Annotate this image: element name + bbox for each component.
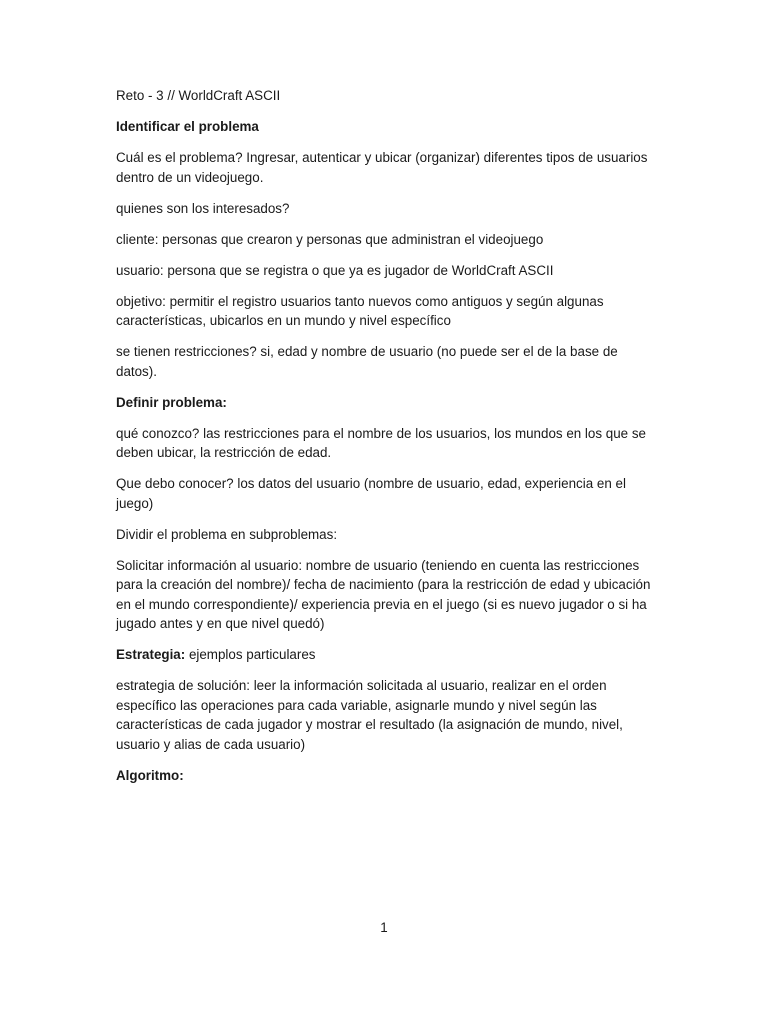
problem-question: Cuál es el problema? Ingresar, autenticar y ubicar (organizar) diferentes tipos de usuarios dentro de un videojuego. <box>116 150 648 185</box>
document-title: Reto - 3 // WorldCraft ASCII <box>116 88 281 103</box>
user-definition: usuario: persona que se registra o que ya es jugador de WorldCraft ASCII <box>116 262 554 278</box>
divide-problem-paragraph: Dividir el problema en subproblemas: <box>116 526 338 542</box>
what-to-know-paragraph: Que debo conocer? los datos del usuario (nombre de usuario, edad, experiencia en el juego) <box>116 476 626 511</box>
page-number: 1 <box>380 920 388 935</box>
strategy-paragraph <box>116 645 656 665</box>
request-info-paragraph: Solicitar información al usuario: nombre de usuario (teniendo en cuenta las restricciones para la creación del nombre)/ fecha de nacimiento (para la restricción de edad y ubicación en el mundo correspondiente)/ experiencia previa en el juego (si es nuevo jugador o si ha jugado antes y en que nivel quedó) <box>116 557 651 631</box>
document-body <box>116 86 656 797</box>
heading-identify-problem: Identificar el problema <box>116 119 259 134</box>
objective-paragraph: objetivo: permitir el registro usuarios tanto nuevos como antiguos y según algunas características, ubicarlos en un mundo y nivel específico <box>116 293 604 328</box>
heading-algorithm: Algoritmo: <box>116 767 184 783</box>
strategy-label: Estrategia: <box>116 647 186 662</box>
client-definition: cliente: personas que crearon y personas que administran el videojuego <box>116 231 544 247</box>
solution-strategy-paragraph: estrategia de solución: leer la información solicitada al usuario, realizar en el orden específico las operaciones para cada variable, asignarle mundo y nivel según las características de cada jugador y mostrar el resultado (la asignación de mundo, nivel, usuario y alias de cada usuario) <box>116 678 623 752</box>
heading-define-problem: Definir problema: <box>116 394 227 410</box>
restrictions-paragraph: se tienen restricciones? si, edad y nombre de usuario (no puede ser el de la base de datos). <box>116 344 618 379</box>
strategy-text: ejemplos particulares <box>185 647 316 662</box>
what-i-know-paragraph: qué conozco? las restricciones para el nombre de los usuarios, los mundos en los que se deben ubicar, la restricción de edad. <box>116 425 646 460</box>
stakeholders-question: quienes son los interesados? <box>116 200 290 216</box>
